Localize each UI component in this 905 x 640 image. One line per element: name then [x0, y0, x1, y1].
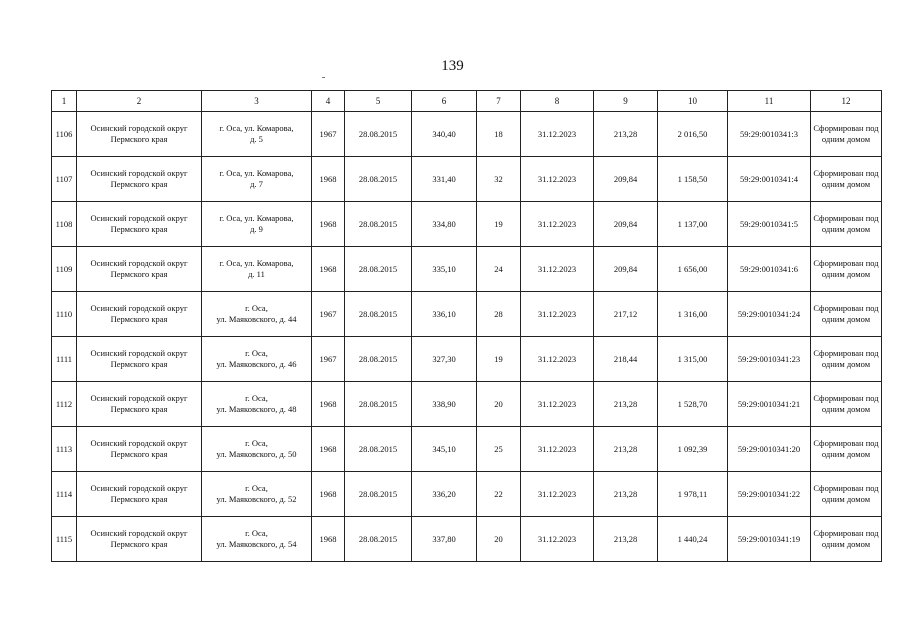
table-row	[52, 472, 882, 517]
year-cell: 1968	[312, 202, 345, 247]
area-cell: 335,10	[412, 247, 477, 292]
column-header: 10	[658, 91, 728, 112]
address-cell	[202, 157, 312, 202]
table-row	[52, 292, 882, 337]
rate-cell: 209,84	[594, 157, 658, 202]
address-line: д. 7	[250, 179, 263, 189]
date-cell: 28.08.2015	[345, 427, 412, 472]
count-cell: 22	[477, 472, 521, 517]
row-number-cell: 1112	[52, 382, 77, 427]
due-date-cell: 31.12.2023	[521, 112, 594, 157]
table-row	[52, 517, 882, 562]
column-header: 7	[477, 91, 521, 112]
rate-cell: 209,84	[594, 202, 658, 247]
status-cell: Сформирован под одним домом	[811, 202, 882, 247]
date-cell: 28.08.2015	[345, 202, 412, 247]
row-number-cell: 1111	[52, 337, 77, 382]
area-cell: 340,40	[412, 112, 477, 157]
owner-cell: Осинский городской округ Пермского края	[77, 157, 202, 202]
year-cell: 1968	[312, 382, 345, 427]
row-number-cell: 1107	[52, 157, 77, 202]
address-cell	[202, 382, 312, 427]
scan-speck	[322, 77, 325, 78]
owner-cell: Осинский городской округ Пермского края	[77, 202, 202, 247]
sum-cell: 1 137,00	[658, 202, 728, 247]
owner-cell: Осинский городской округ Пермского края	[77, 382, 202, 427]
cadastral-number-cell: 59:29:0010341:21	[728, 382, 811, 427]
sum-cell: 1 092,39	[658, 427, 728, 472]
table-row	[52, 247, 882, 292]
column-header: 3	[202, 91, 312, 112]
cadastral-number-cell: 59:29:0010341:22	[728, 472, 811, 517]
rate-cell: 213,28	[594, 517, 658, 562]
row-number-cell: 1106	[52, 112, 77, 157]
year-cell: 1968	[312, 247, 345, 292]
status-cell: Сформирован под одним домом	[811, 337, 882, 382]
cadastral-number-cell: 59:29:0010341:4	[728, 157, 811, 202]
date-cell: 28.08.2015	[345, 292, 412, 337]
row-number-cell: 1108	[52, 202, 77, 247]
table-row	[52, 382, 882, 427]
owner-cell: Осинский городской округ Пермского края	[77, 112, 202, 157]
owner-cell: Осинский городской округ Пермского края	[77, 337, 202, 382]
header-row	[52, 91, 882, 112]
status-cell: Сформирован под одним домом	[811, 157, 882, 202]
address-line: ул. Маяковского, д. 50	[216, 449, 297, 459]
address-cell	[202, 247, 312, 292]
address-line: ул. Маяковского, д. 48	[216, 404, 297, 414]
address-line: г. Оса,	[245, 528, 268, 538]
rate-cell: 209,84	[594, 247, 658, 292]
address-line: г. Оса, ул. Комарова,	[219, 213, 294, 223]
count-cell: 18	[477, 112, 521, 157]
area-cell: 327,30	[412, 337, 477, 382]
count-cell: 25	[477, 427, 521, 472]
owner-cell: Осинский городской округ Пермского края	[77, 517, 202, 562]
due-date-cell: 31.12.2023	[521, 292, 594, 337]
address-line: г. Оса, ул. Комарова,	[219, 168, 294, 178]
address-line: г. Оса,	[245, 348, 268, 358]
due-date-cell: 31.12.2023	[521, 517, 594, 562]
row-number-cell: 1115	[52, 517, 77, 562]
sum-cell: 1 315,00	[658, 337, 728, 382]
address-cell	[202, 292, 312, 337]
column-header: 2	[77, 91, 202, 112]
area-cell: 338,90	[412, 382, 477, 427]
row-number-cell: 1113	[52, 427, 77, 472]
year-cell: 1967	[312, 292, 345, 337]
due-date-cell: 31.12.2023	[521, 382, 594, 427]
column-header: 9	[594, 91, 658, 112]
date-cell: 28.08.2015	[345, 337, 412, 382]
address-line: ул. Маяковского, д. 54	[216, 539, 297, 549]
sum-cell: 2 016,50	[658, 112, 728, 157]
cadastral-number-cell: 59:29:0010341:24	[728, 292, 811, 337]
due-date-cell: 31.12.2023	[521, 337, 594, 382]
sum-cell: 1 158,50	[658, 157, 728, 202]
register-table	[51, 90, 882, 562]
column-header: 12	[811, 91, 882, 112]
area-cell: 337,80	[412, 517, 477, 562]
due-date-cell: 31.12.2023	[521, 472, 594, 517]
address-line: ул. Маяковского, д. 52	[216, 494, 297, 504]
status-cell: Сформирован под одним домом	[811, 472, 882, 517]
sum-cell: 1 440,24	[658, 517, 728, 562]
status-cell: Сформирован под одним домом	[811, 247, 882, 292]
date-cell: 28.08.2015	[345, 157, 412, 202]
owner-cell: Осинский городской округ Пермского края	[77, 472, 202, 517]
rate-cell: 213,28	[594, 472, 658, 517]
date-cell: 28.08.2015	[345, 472, 412, 517]
count-cell: 19	[477, 202, 521, 247]
due-date-cell: 31.12.2023	[521, 247, 594, 292]
rate-cell: 213,28	[594, 427, 658, 472]
column-header: 1	[52, 91, 77, 112]
rate-cell: 218,44	[594, 337, 658, 382]
row-number-cell: 1110	[52, 292, 77, 337]
status-cell: Сформирован под одним домом	[811, 112, 882, 157]
address-line: д. 5	[250, 134, 263, 144]
count-cell: 19	[477, 337, 521, 382]
cadastral-number-cell: 59:29:0010341:6	[728, 247, 811, 292]
sum-cell: 1 528,70	[658, 382, 728, 427]
address-cell	[202, 202, 312, 247]
rate-cell: 217,12	[594, 292, 658, 337]
year-cell: 1968	[312, 472, 345, 517]
table-row	[52, 427, 882, 472]
count-cell: 20	[477, 517, 521, 562]
owner-cell: Осинский городской округ Пермского края	[77, 247, 202, 292]
owner-cell: Осинский городской округ Пермского края	[77, 427, 202, 472]
table-row	[52, 337, 882, 382]
address-line: г. Оса, ул. Комарова,	[219, 123, 294, 133]
address-line: г. Оса,	[245, 483, 268, 493]
column-header: 6	[412, 91, 477, 112]
date-cell: 28.08.2015	[345, 517, 412, 562]
area-cell: 345,10	[412, 427, 477, 472]
status-cell: Сформирован под одним домом	[811, 292, 882, 337]
address-line: г. Оса, ул. Комарова,	[219, 258, 294, 268]
due-date-cell: 31.12.2023	[521, 202, 594, 247]
address-line: г. Оса,	[245, 303, 268, 313]
table-row	[52, 112, 882, 157]
status-cell: Сформирован под одним домом	[811, 382, 882, 427]
address-cell	[202, 427, 312, 472]
address-line: ул. Маяковского, д. 46	[216, 359, 297, 369]
area-cell: 336,10	[412, 292, 477, 337]
cadastral-number-cell: 59:29:0010341:20	[728, 427, 811, 472]
count-cell: 24	[477, 247, 521, 292]
column-header: 11	[728, 91, 811, 112]
cadastral-number-cell: 59:29:0010341:19	[728, 517, 811, 562]
rate-cell: 213,28	[594, 382, 658, 427]
page-number: 139	[441, 58, 464, 74]
count-cell: 32	[477, 157, 521, 202]
address-cell	[202, 517, 312, 562]
date-cell: 28.08.2015	[345, 382, 412, 427]
address-line: д. 11	[248, 269, 265, 279]
rate-cell: 213,28	[594, 112, 658, 157]
count-cell: 28	[477, 292, 521, 337]
column-header: 8	[521, 91, 594, 112]
table-row	[52, 157, 882, 202]
year-cell: 1968	[312, 157, 345, 202]
date-cell: 28.08.2015	[345, 247, 412, 292]
year-cell: 1967	[312, 112, 345, 157]
sum-cell: 1 656,00	[658, 247, 728, 292]
address-line: г. Оса,	[245, 393, 268, 403]
due-date-cell: 31.12.2023	[521, 427, 594, 472]
sum-cell: 1 316,00	[658, 292, 728, 337]
year-cell: 1968	[312, 517, 345, 562]
row-number-cell: 1109	[52, 247, 77, 292]
area-cell: 331,40	[412, 157, 477, 202]
cadastral-number-cell: 59:29:0010341:23	[728, 337, 811, 382]
sum-cell: 1 978,11	[658, 472, 728, 517]
due-date-cell: 31.12.2023	[521, 157, 594, 202]
address-cell	[202, 337, 312, 382]
address-cell	[202, 472, 312, 517]
area-cell: 334,80	[412, 202, 477, 247]
count-cell: 20	[477, 382, 521, 427]
cadastral-number-cell: 59:29:0010341:5	[728, 202, 811, 247]
address-line: ул. Маяковского, д. 44	[216, 314, 297, 324]
year-cell: 1968	[312, 427, 345, 472]
status-cell: Сформирован под одним домом	[811, 517, 882, 562]
table-row	[52, 202, 882, 247]
area-cell: 336,20	[412, 472, 477, 517]
address-cell	[202, 112, 312, 157]
address-line: д. 9	[250, 224, 263, 234]
column-header: 5	[345, 91, 412, 112]
owner-cell: Осинский городской округ Пермского края	[77, 292, 202, 337]
column-header: 4	[312, 91, 345, 112]
cadastral-number-cell: 59:29:0010341:3	[728, 112, 811, 157]
row-number-cell: 1114	[52, 472, 77, 517]
address-line: г. Оса,	[245, 438, 268, 448]
year-cell: 1967	[312, 337, 345, 382]
status-cell: Сформирован под одним домом	[811, 427, 882, 472]
date-cell: 28.08.2015	[345, 112, 412, 157]
